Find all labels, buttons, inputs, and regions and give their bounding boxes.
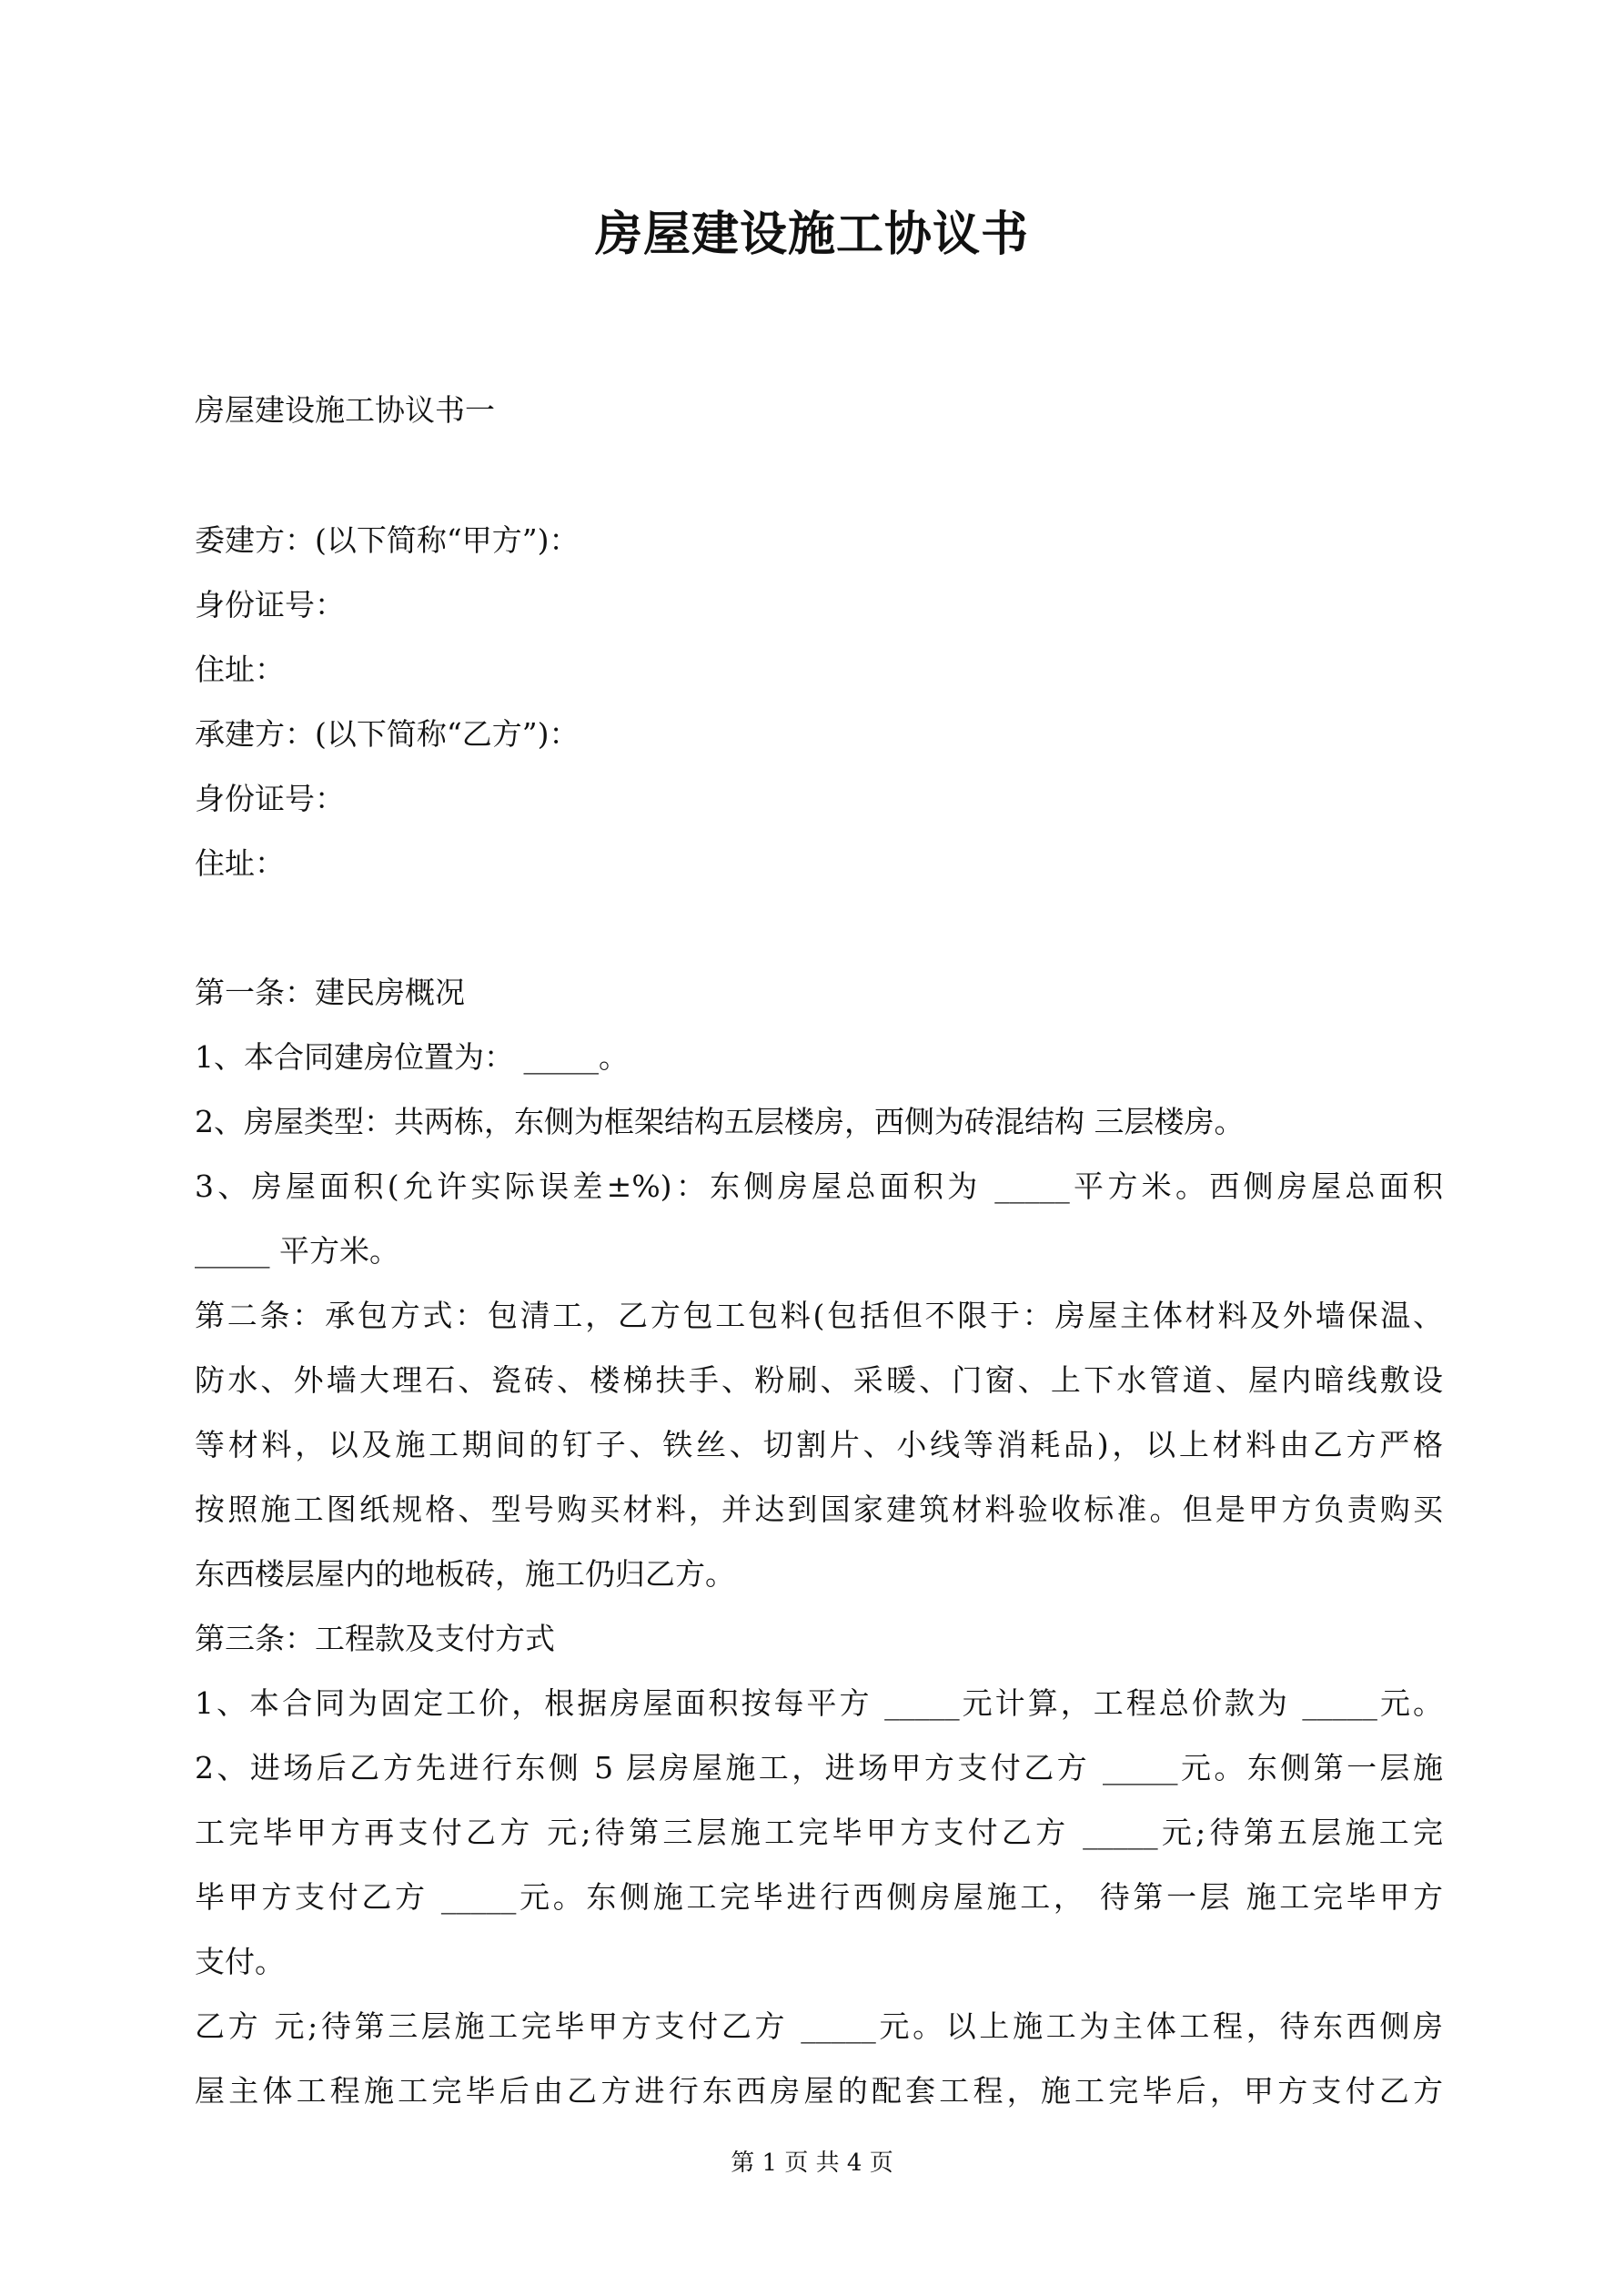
article2-line4: 按照施工图纸规格、型号购买材料，并达到国家建筑材料验收标准。但是甲方负责购买 bbox=[195, 1492, 1443, 1527]
document-title: 房屋建设施工协议书 bbox=[594, 207, 1029, 262]
article3-item2-line1: 2、进场后乙方先进行东侧 5 层房屋施工，进场甲方支付乙方 _____元。东侧第一层施 bbox=[195, 1750, 1443, 1785]
contractor-label: 承建方：(以下简称“乙方”)： bbox=[195, 716, 580, 752]
article1-item2: 2、房屋类型：共两栋，东侧为框架结构五层楼房，西侧为砖混结构 三层楼房。 bbox=[195, 1104, 1245, 1139]
article3-heading: 第三条：工程款及支付方式 bbox=[195, 1621, 555, 1656]
article3-item2-line3: 毕甲方支付乙方 _____元。东侧施工完毕进行西侧房屋施工， 待第一层 施工完毕甲方 bbox=[195, 1879, 1443, 1915]
article3-item3-line1: 乙方 元;待第三层施工完毕甲方支付乙方 _____元。以上施工为主体工程，待东西侧房 bbox=[195, 2008, 1443, 2044]
article3-item2-line2: 工完毕甲方再支付乙方 元;待第三层施工完毕甲方支付乙方 _____元;待第五层施工完 bbox=[195, 1815, 1443, 1850]
article1-heading: 第一条：建民房概况 bbox=[195, 975, 465, 1010]
article2-line5: 东西楼层屋内的地板砖，施工仍归乙方。 bbox=[195, 1556, 735, 1592]
article2-line1: 第二条：承包方式：包清工，乙方包工包料(包括但不限于：房屋主体材料及外墙保温、 bbox=[195, 1298, 1443, 1333]
contractor-address-label: 住址： bbox=[195, 845, 285, 881]
document-subtitle: 房屋建设施工协议书一 bbox=[195, 392, 495, 428]
article3-item3-line2: 屋主体工程施工完毕后由乙方进行东西房屋的配套工程，施工完毕后，甲方支付乙方 bbox=[195, 2073, 1443, 2109]
article1-item1: 1、本合同建房位置为： _____。 bbox=[195, 1039, 629, 1075]
article1-item3-line1: 3、房屋面积(允许实际误差±%)：东侧房屋总面积为 _____平方米。西侧房屋总面积 bbox=[195, 1168, 1443, 1204]
client-label: 委建方：(以下简称“甲方”)： bbox=[195, 522, 580, 558]
contractor-id-label: 身份证号： bbox=[195, 781, 345, 816]
client-address-label: 住址： bbox=[195, 652, 285, 687]
page-footer: 第 1 页 共 4 页 bbox=[731, 2149, 893, 2177]
client-id-label: 身份证号： bbox=[195, 587, 345, 622]
article3-item2-line4: 支付。 bbox=[195, 1944, 285, 1979]
article3-item1: 1、本合同为固定工价，根据房屋面积按每平方 _____元计算，工程总价款为 _____元。 bbox=[195, 1685, 1443, 1721]
article1-item3-line2: _____ 平方米。 bbox=[195, 1233, 399, 1269]
article2-line2: 防水、外墙大理石、瓷砖、楼梯扶手、粉刷、采暖、门窗、上下水管道、屋内暗线敷设 bbox=[195, 1362, 1443, 1398]
article2-line3: 等材料，以及施工期间的钉子、铁丝、切割片、小线等消耗品)，以上材料由乙方严格 bbox=[195, 1427, 1443, 1462]
